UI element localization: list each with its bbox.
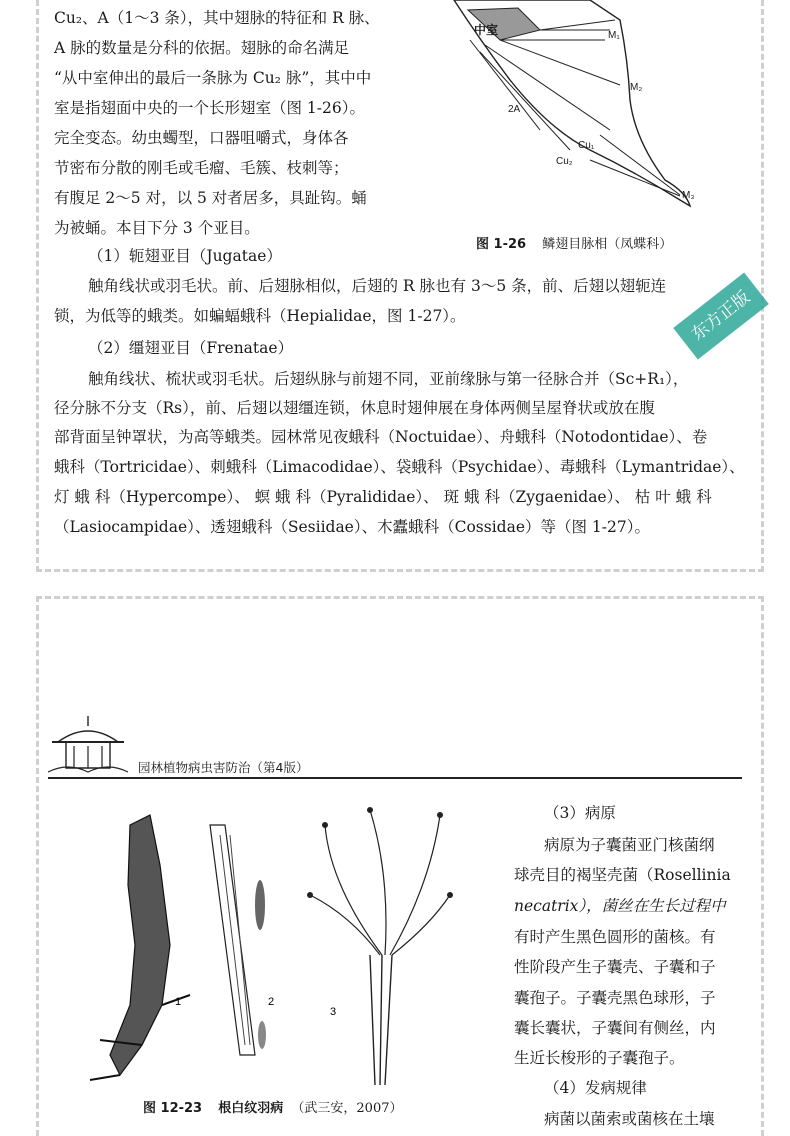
text-line: 部背面呈钟罩状，为高等蛾类。园林常见夜蛾科（Noctuidae）、舟蛾科（Notodontidae）、卷 <box>54 428 708 446</box>
vein-label-cu2: Cu₂ <box>556 156 573 167</box>
figure-label-1: 1 <box>175 996 182 1008</box>
text-line: 室是指翅面中央的一个长形翅室（图 1-26）。 <box>54 99 366 117</box>
vein-label-m2: M₂ <box>630 82 643 93</box>
figure-label-2: 2 <box>268 996 275 1008</box>
text-line: “从中室伸出的最后一条脉为 Cu₂ 脉”，其中中 <box>54 69 372 87</box>
watermark-stamp: 东方正版 <box>673 273 769 360</box>
figure-number: 图 1-26 <box>476 237 527 252</box>
text-line: 完全变态。幼虫蠋型，口器咀嚼式，身体各 <box>54 129 349 147</box>
text-line: 径分脉不分支（Rs），前、后翅以翅缰连锁，休息时翅伸展在身体两侧呈屋脊状或放在腹 <box>54 399 655 417</box>
section-heading: （1）轭翅亚目（Jugatae） <box>88 247 282 265</box>
text-line: 球壳目的褐坚壳菌（Rosellinia <box>514 866 731 884</box>
vein-label-2a: 2A <box>508 104 521 115</box>
figure-title: 根白纹羽病 <box>218 1101 284 1116</box>
text-line: A 脉的数量是分科的依据。翅脉的命名满足 <box>54 39 350 57</box>
text-line: 生近长梭形的子囊孢子。 <box>514 1049 685 1067</box>
header-rule <box>48 777 742 779</box>
text-line: 触角线状、梳状或羽毛状。后翅纵脉与前翅不同，亚前缘脉与第一径脉合并（Sc+R₁）， <box>88 370 689 388</box>
text-line: 触角线状或羽毛状。前、后翅脉相似，后翅的 R 脉也有 3～5 条，前、后翅以翅轭连 <box>88 277 667 295</box>
section-heading: （3）病原 <box>544 804 616 822</box>
text-line: （Lasiocampidae）、透翅蛾科（Sesiidae）、木蠹蛾科（Cossidae）等（图 1-27）。 <box>54 518 651 536</box>
running-header-title: 园林植物病虫害防治（第4版） <box>138 760 309 775</box>
section-heading: （4）发病规律 <box>544 1079 647 1097</box>
text-line: 病菌以菌索或菌核在土壤 <box>544 1110 715 1128</box>
text-line: 节密布分散的刚毛或毛瘤、毛簇、枝刺等； <box>54 159 349 177</box>
vein-label-cu1: Cu₁ <box>578 140 595 151</box>
vein-label-m1: M₁ <box>608 30 620 41</box>
text-line: 为被蛹。本目下分 3 个亚目。 <box>54 219 260 237</box>
wing-cell-label: 中室 <box>474 23 499 37</box>
figure-caption <box>476 233 672 252</box>
text-line: 蛾科（Tortricidae）、刺蛾科（Limacodidae）、袋蛾科（Psychidae）、毒蛾科（Lymantridae）、 <box>54 458 745 476</box>
text-line: 锁，为低等的蛾类。如蝙蝠蛾科（Hepialidae，图 1-27）。 <box>54 307 466 325</box>
text-line: necatrix），菌丝在生长过程中 <box>514 897 726 915</box>
disease-figure <box>80 805 485 1095</box>
figure-source: （武三安，2007） <box>291 1101 403 1116</box>
text-line: 有腹足 2～5 对，以 5 对者居多，具趾钩。蛹 <box>54 189 367 207</box>
figure-number: 图 12-23 <box>143 1101 203 1116</box>
text-line: 性阶段产生子囊壳、子囊和子 <box>514 958 716 976</box>
text-line: 囊长囊状，子囊间有侧丝，内 <box>514 1019 716 1037</box>
figure-label-3: 3 <box>330 1006 337 1018</box>
text-line: 灯 蛾 科（Hypercompe）、 螟 蛾 科（Pyralididae）、 斑 蛾 科（Zygaenidae）、 枯 叶 蛾 科 <box>54 488 712 506</box>
text-line: 有时产生黑色圆形的菌核。有 <box>514 928 716 946</box>
section-heading: （2）缰翅亚目（Frenatae） <box>88 339 294 357</box>
figure-title: 鳞翅目脉相（凤蝶科） <box>542 237 673 252</box>
figure-caption <box>143 1097 403 1116</box>
text-line: 病原为子囊菌亚门核菌纲 <box>544 836 715 854</box>
text-line: Cu₂、A（1～3 条），其中翅脉的特征和 R 脉、 <box>54 9 380 27</box>
pagoda-logo-icon <box>48 712 128 776</box>
vein-label-m3: M₃ <box>682 190 695 201</box>
text-line: 囊孢子。子囊壳黑色球形，子 <box>514 989 716 1007</box>
